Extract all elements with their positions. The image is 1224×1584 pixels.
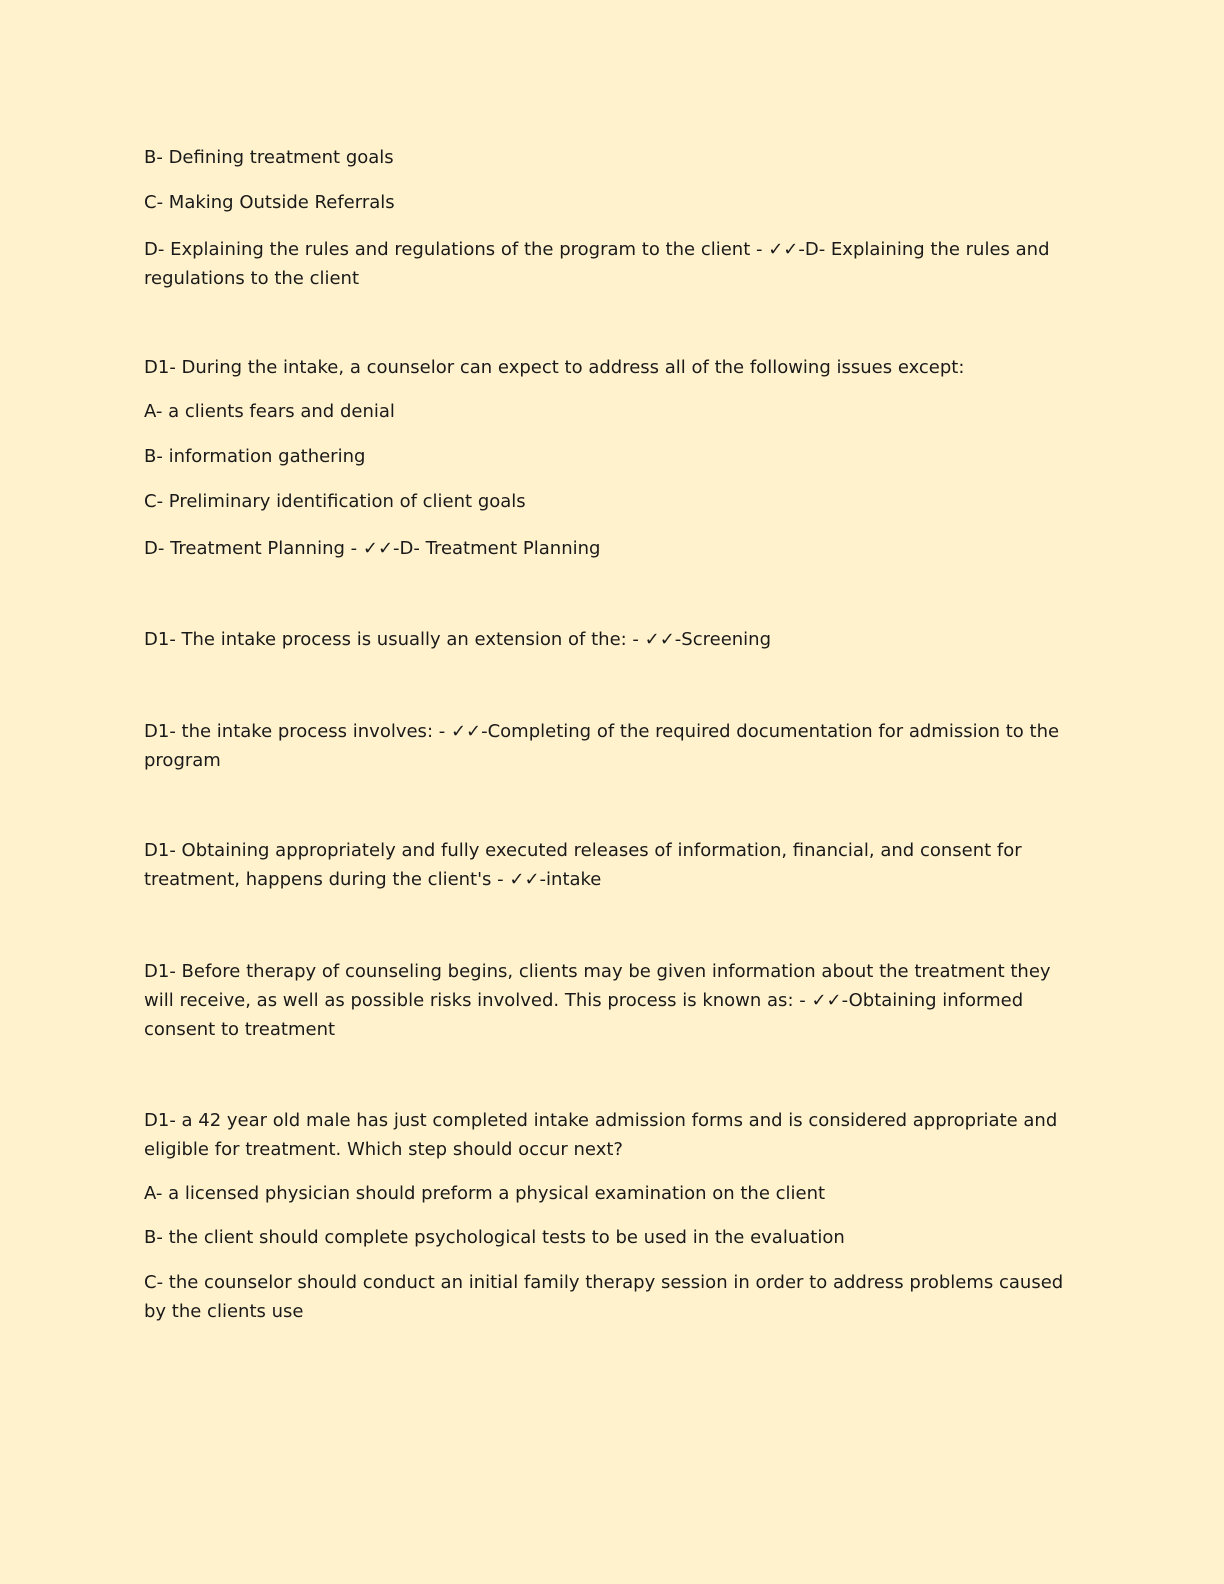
answer-option-c-family-therapy: C- the counselor should conduct an initial family therapy session in order to address problems caused by the clients use [144, 1272, 1064, 1322]
answer-option-c-preliminary-goals: C- Preliminary identification of client goals [144, 491, 526, 512]
answer-option-b-defining-goals: B- Defining treatment goals [144, 147, 394, 168]
question-intake-involves: D1- the intake process involves: - ✓✓-Completing of the required documentation for admission to the program [144, 721, 1060, 771]
answer-option-d-treatment-planning: D- Treatment Planning - ✓✓-D- Treatment Planning [144, 538, 601, 559]
question-intake-issues: D1- During the intake, a counselor can expect to address all of the following issues except: [144, 357, 965, 378]
answer-option-a-physical-exam: A- a licensed physician should preform a physical examination on the client [144, 1183, 826, 1204]
question-next-step: D1- a 42 year old male has just completed intake admission forms and is considered appropriate and eligible for treatment. Which step should occur next? [144, 1110, 1058, 1160]
answer-option-b-information-gathering: B- information gathering [144, 446, 366, 467]
question-releases-of-information: D1- Obtaining appropriately and fully executed releases of information, financial, and consent for treatment, happens during the client's - ✓✓-intake [144, 840, 1022, 890]
answer-option-a-fears-denial: A- a clients fears and denial [144, 401, 395, 422]
question-intake-extension: D1- The intake process is usually an extension of the: - ✓✓-Screening [144, 629, 772, 650]
answer-option-b-psychological-tests: B- the client should complete psychological tests to be used in the evaluation [144, 1227, 845, 1248]
question-informed-consent: D1- Before therapy of counseling begins, clients may be given information about the treatment they will receive, as well as possible risks involved. This process is known as: - ✓✓-Obtaining informed consent to treatment [144, 961, 1051, 1040]
answer-option-c-outside-referrals: C- Making Outside Referrals [144, 192, 395, 213]
answer-option-d-rules-regulations: D- Explaining the rules and regulations of the program to the client - ✓✓-D- Explaining the rules and regulations to the client [144, 239, 1050, 289]
